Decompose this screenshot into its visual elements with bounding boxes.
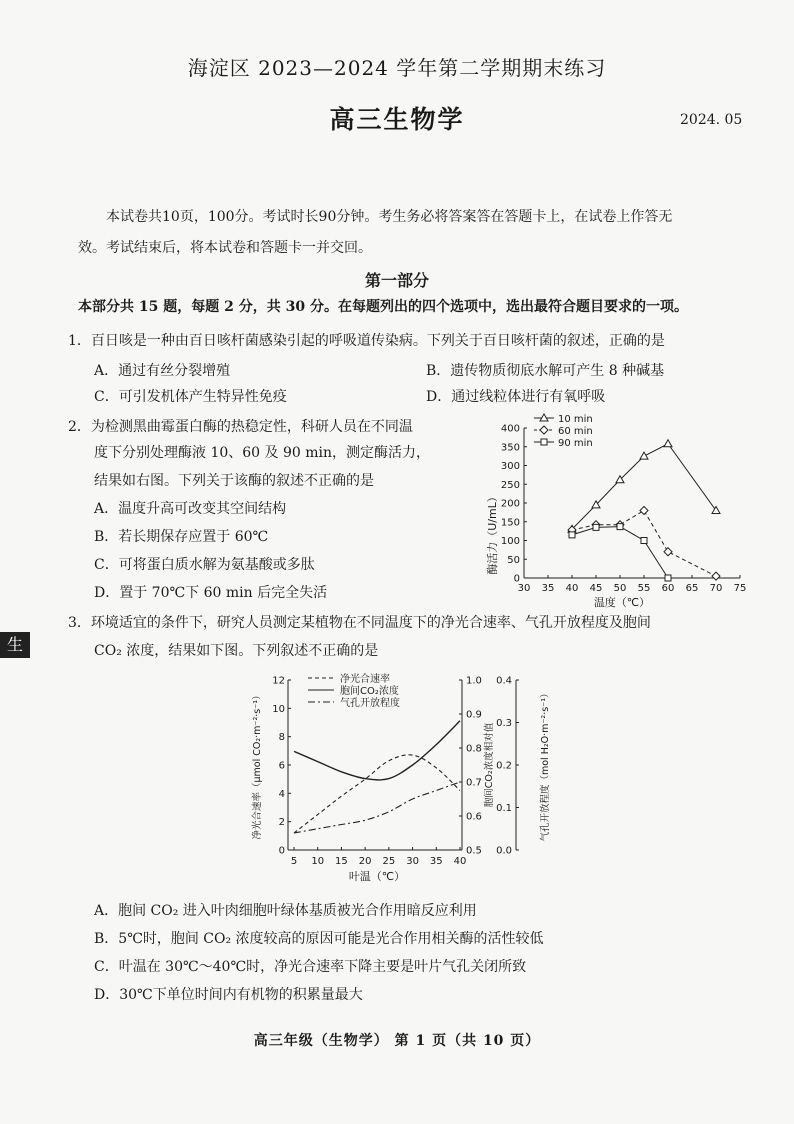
x-axis-label: 叶温（℃） <box>348 870 406 883</box>
right-tick-label: 0.2 <box>496 760 512 772</box>
x-tick-label: 45 <box>589 583 603 594</box>
x-tick-label: 30 <box>406 856 419 867</box>
x-tick-label: 10 <box>311 856 325 867</box>
data-point <box>640 452 648 459</box>
y-tick-label: 150 <box>500 517 520 529</box>
q2-stem-line-3: 结果如右图。下列关于该酶的叙述不正确的是 <box>94 473 374 489</box>
x-tick-label: 60 <box>661 583 675 594</box>
mid-tick-label: 0.6 <box>466 811 482 823</box>
q1-option-a: A．通过有丝分裂增殖 <box>94 363 231 379</box>
data-point <box>641 538 647 544</box>
legend-label: 气孔开放程度 <box>340 698 400 709</box>
data-point <box>640 507 648 515</box>
part-description: 本部分共 15 题，每题 2 分，共 30 分。在每题列出的四个选项中，选出最符合题目要求的一项。 <box>78 299 688 315</box>
right-tick-label: 0.0 <box>496 845 512 857</box>
left-tick-label: 8 <box>278 732 285 744</box>
data-point <box>593 524 599 530</box>
mid-tick-label: 1.0 <box>466 675 482 687</box>
series-line-0 <box>294 755 460 833</box>
y-tick-label: 50 <box>507 554 520 566</box>
photosynthesis-chart <box>248 668 578 888</box>
mid-tick-label: 0.9 <box>466 709 482 721</box>
instructions <box>78 202 718 264</box>
y-tick-label: 250 <box>500 479 520 491</box>
q2-option-d: D．置于 70℃下 60 min 后完全失活 <box>94 585 328 601</box>
exam-title: 海淀区 2023—2024 学年第二学期期末练习 <box>187 56 607 80</box>
left-tick-label: 4 <box>278 788 285 800</box>
right-tick-label: 0.4 <box>496 675 512 687</box>
q3-option-b: B．5℃时，胞间 CO₂ 浓度较高的原因可能是光合作用相关酶的活性较低 <box>94 931 544 947</box>
legend-label: 60 min <box>558 426 593 437</box>
x-tick-label: 30 <box>517 583 531 594</box>
q1-option-d: D．通过线粒体进行有氧呼吸 <box>426 389 606 405</box>
data-point <box>569 532 575 538</box>
x-tick-label: 20 <box>358 856 372 867</box>
mid-tick-label: 0.5 <box>466 845 482 857</box>
legend-marker <box>540 426 548 434</box>
data-point <box>617 524 623 530</box>
subject-side-tab: 生 <box>0 632 30 658</box>
x-tick-label: 70 <box>709 583 723 594</box>
y-tick-label: 200 <box>500 498 520 510</box>
legend-label: 90 min <box>558 438 593 449</box>
q3-stem-line-1: 3．环境适宜的条件下，研究人员测定某植物在不同温度下的净光合速率、气孔开放程度及胞间 <box>68 615 651 631</box>
q2-option-a: A．温度升高可改变其空间结构 <box>94 501 287 517</box>
legend-marker <box>541 439 547 445</box>
legend-label: 净光合速率 <box>340 674 390 685</box>
q1-option-b: B．遗传物质彻底水解可产生 8 种碱基 <box>426 363 665 379</box>
q2-option-b: B．若长期保存应置于 60℃ <box>94 529 269 545</box>
x-tick-label: 55 <box>637 583 651 594</box>
x-tick-label: 35 <box>541 583 555 594</box>
y-axis-label: 酶活力（U/mL） <box>486 491 499 575</box>
x-tick-label: 25 <box>382 856 396 867</box>
series-line-2 <box>294 782 460 833</box>
q3-option-d: D．30℃下单位时间内有机物的积累量最大 <box>94 987 363 1003</box>
x-axis-label: 温度（℃） <box>593 596 651 609</box>
left-tick-label: 0 <box>278 845 285 857</box>
data-point <box>712 507 720 514</box>
data-point <box>665 575 671 581</box>
left-tick-label: 6 <box>278 760 285 772</box>
data-point <box>664 548 672 556</box>
x-tick-label: 75 <box>733 583 747 594</box>
left-axis-label: 净光合速率（μmol CO₂·m⁻²·s⁻¹） <box>252 690 263 840</box>
subject-title: 高三生物学 <box>329 105 465 134</box>
data-point <box>712 572 720 580</box>
mid-tick-label: 0.8 <box>466 743 482 755</box>
x-tick-label: 5 <box>290 856 298 867</box>
x-tick-label: 50 <box>613 583 627 594</box>
y-tick-label: 300 <box>500 461 520 472</box>
x-tick-label: 35 <box>429 856 443 867</box>
series-line-1 <box>294 721 460 780</box>
x-tick-label: 40 <box>565 583 579 594</box>
q2-stem-line-1: 2．为检测黑曲霉蛋白酶的热稳定性，科研人员在不同温 <box>68 419 413 435</box>
right-tick-label: 0.3 <box>496 718 512 729</box>
legend-label: 胞间CO₂浓度 <box>340 686 399 697</box>
x-tick-label: 65 <box>685 583 699 594</box>
mid-tick-label: 0.7 <box>466 777 482 789</box>
instructions-line-1: 本试卷共10页，100分。考试时长90分钟。考生务必将答案答在答题卡上，在试卷上作答无 <box>106 209 673 225</box>
q1-option-c: C．可引发机体产生特异性免疫 <box>94 389 287 405</box>
y-tick-label: 350 <box>500 442 520 454</box>
enzyme-activity-chart <box>472 410 772 610</box>
q3-option-c: C．叶温在 30℃～40℃时，净光合速率下降主要是叶片气孔关闭所致 <box>94 959 527 975</box>
y-tick-label: 0 <box>513 573 520 585</box>
page-footer: 高三年级（生物学） 第 1 页（共 10 页） <box>253 1033 541 1049</box>
q3-option-a: A．胞间 CO₂ 进入叶肉细胞叶绿体基质被光合作用暗反应利用 <box>94 903 477 919</box>
part-title: 第一部分 <box>364 271 429 290</box>
y-tick-label: 100 <box>500 536 520 547</box>
x-tick-label: 40 <box>453 856 467 867</box>
x-tick-label: 15 <box>335 856 348 867</box>
q1-stem: 1．百日咳是一种由百日咳杆菌感染引起的呼吸道传染病。下列关于百日咳杆菌的叙述，正确的是 <box>68 333 665 349</box>
series-line-2 <box>572 527 668 578</box>
data-point <box>664 440 672 447</box>
left-tick-label: 10 <box>272 703 285 715</box>
left-tick-label: 12 <box>272 675 285 687</box>
mid-axis-label: 胞间CO₂浓度相对值 <box>484 722 495 808</box>
legend-label: 10 min <box>558 414 593 425</box>
q2-option-c: C．可将蛋白质水解为氨基酸或多肽 <box>94 557 315 573</box>
instructions-line-2: 效。考试结束后，将本试卷和答题卡一并交回。 <box>78 240 372 256</box>
q2-stem-line-2: 度下分别处理酶液 10、60 及 90 min，测定酶活力， <box>94 445 431 461</box>
exam-date: 2024. 05 <box>680 112 743 128</box>
y-tick-label: 400 <box>500 423 520 435</box>
left-tick-label: 2 <box>278 817 285 829</box>
right-tick-label: 0.1 <box>496 803 512 814</box>
right-axis-label: 气孔开放程度（mol H₂O·m⁻²·s⁻¹） <box>540 688 551 842</box>
q3-stem-line-2: CO₂ 浓度，结果如下图。下列叙述不正确的是 <box>94 643 379 659</box>
